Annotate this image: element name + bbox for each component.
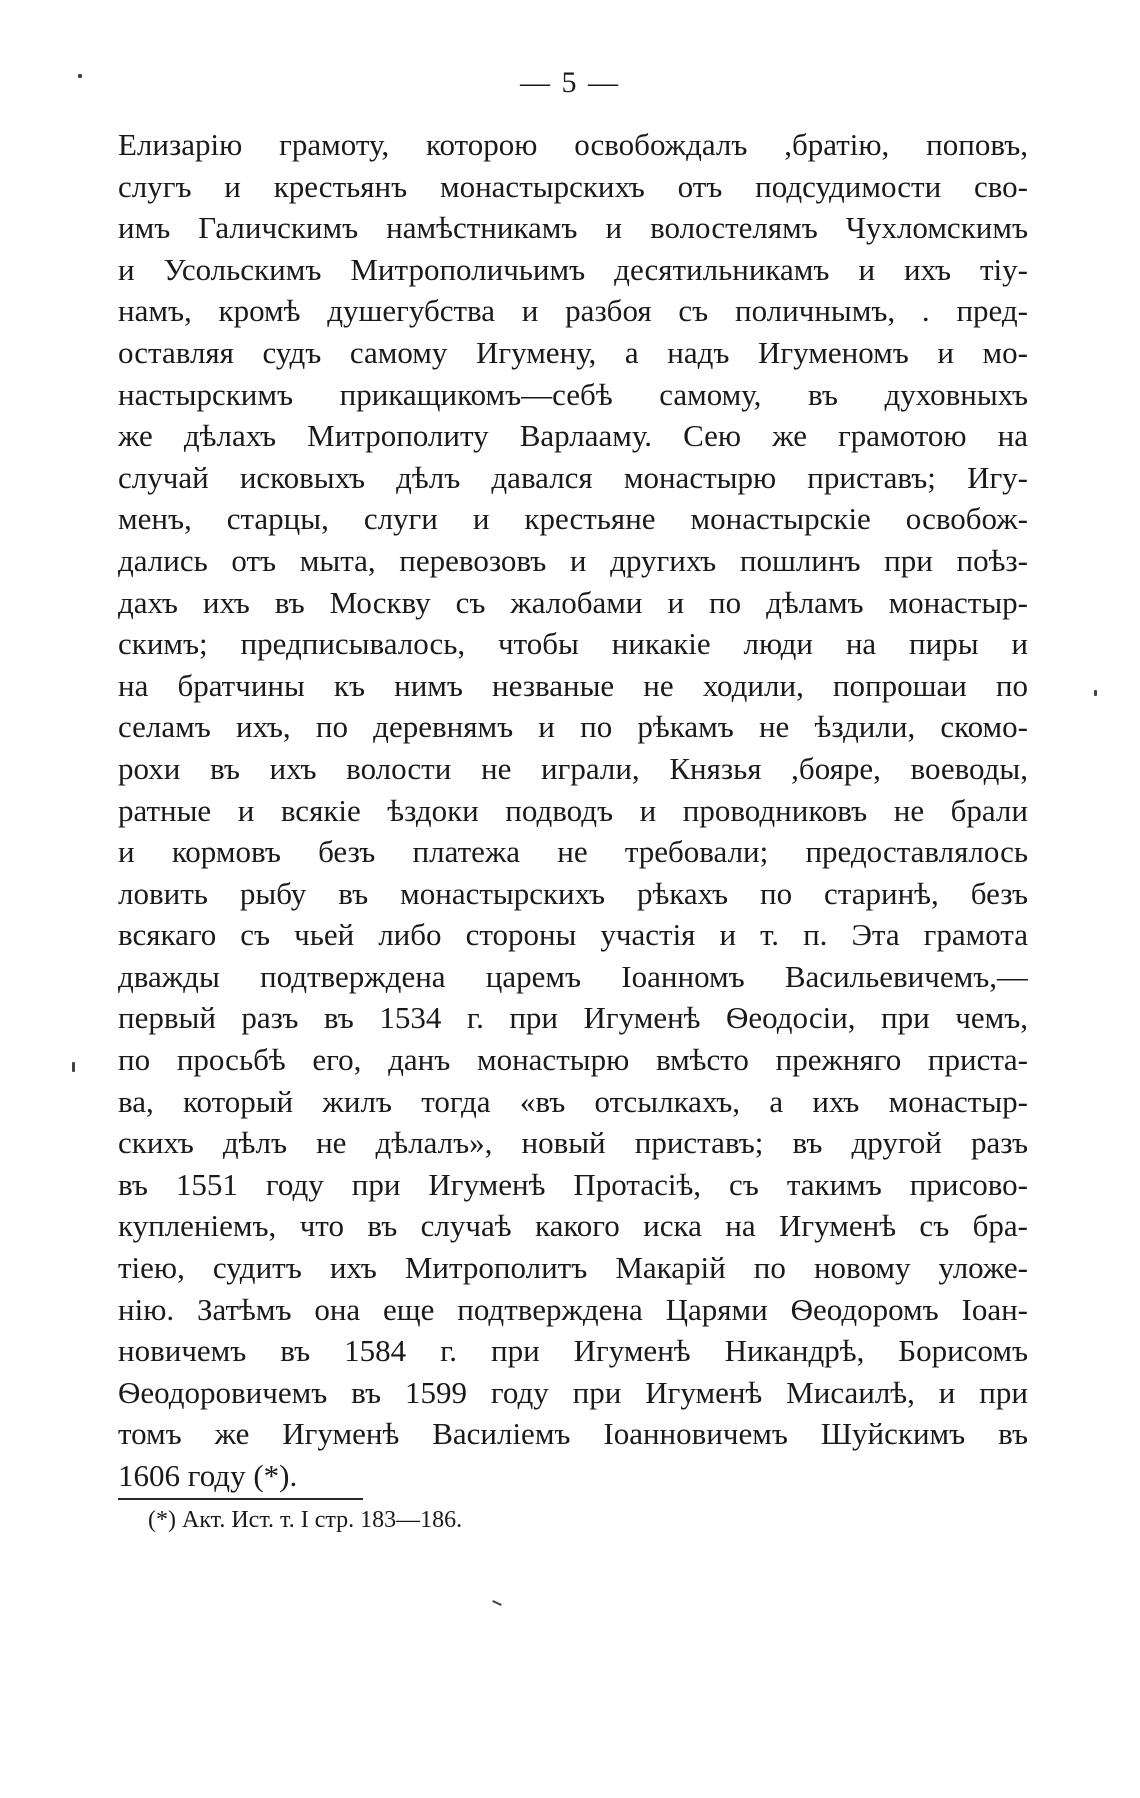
text-line: дахъ ихъ въ Москву съ жалобами и по дѣламъ монастыр- [118, 584, 1028, 620]
text-line: намъ, кромѣ душегубства и разбоя съ поличнымъ, . пред- [118, 293, 1028, 329]
text-line: ловить рыбу въ монастырскихъ рѣкахъ по старинѣ, безъ [118, 875, 1028, 911]
text-line: оставляя судъ самому Игумену, а надъ Игуменомъ и мо- [118, 334, 1028, 370]
page-number: — 5 — [520, 66, 620, 99]
text-line: имъ Галичскимъ намѣстникамъ и волостелямъ Чухломскимъ [118, 210, 1028, 246]
text-line: всякаго съ чьей либо стороны участія и т. п. Эта грамота [118, 917, 1028, 953]
text-line: и кормовъ безъ платежа не требовали; предоставлялось [118, 834, 1028, 870]
text-line: селамъ ихъ, по деревнямъ и по рѣкамъ не ѣздили, скомо- [118, 709, 1028, 745]
text-line: дались отъ мыта, перевозовъ и другихъ пошлинъ при поѣз- [118, 542, 1028, 578]
scan-speck [72, 1062, 75, 1072]
body-text [118, 124, 1028, 1497]
scan-speck [492, 1600, 502, 1606]
footnote-divider [118, 1498, 363, 1500]
text-line: и Усольскимъ Митрополичьимъ десятильникамъ и ихъ тіу- [118, 251, 1028, 287]
text-line: Елизарію грамоту, которою освобождалъ ,братію, поповъ, [118, 127, 1028, 162]
text-line-last: 1606 году (*). [118, 1458, 298, 1493]
text-line: первый разъ въ 1534 г. при Игуменѣ Ѳеодосіи, при чемъ, [118, 1000, 1028, 1036]
text-line: по просьбѣ его, данъ монастырю вмѣсто прежняго пристa- [118, 1042, 1028, 1078]
text-line: купленіемъ, что въ случаѣ какого иска на Игуменѣ съ бра- [118, 1208, 1028, 1244]
text-line: менъ, старцы, слуги и крестьяне монастырскіе освобож- [118, 501, 1028, 537]
text-line: на братчины къ нимъ незваные не ходили, попрошаи по [118, 667, 1028, 703]
text-line: тіею, судитъ ихъ Митрополитъ Макарій по новому уложе- [118, 1250, 1028, 1286]
text-line: скимъ; предписывалось, чтобы никакіе люди на пиры и [118, 626, 1028, 662]
text-line: Ѳеодоровичемъ въ 1599 году при Игуменѣ Мисаилѣ, и при [118, 1374, 1028, 1410]
text-line: новичемъ въ 1584 г. при Игуменѣ Никандрѣ, Борисомъ [118, 1333, 1028, 1369]
text-line: въ 1551 году при Игуменѣ Протасіѣ, съ такимъ присово- [118, 1166, 1028, 1202]
text-line: томъ же Игуменѣ Василіемъ Іоанновичемъ Шуйскимъ въ [118, 1416, 1028, 1452]
text-line: рохи въ ихъ волости не играли, Князья ,бояре, воеводы, [118, 750, 1028, 786]
footnote: (*) Акт. Ист. т. I стр. 183—186. [148, 1507, 463, 1533]
text-line: настырскимъ прикащикомъ—себѣ самому, въ духовныхъ [118, 376, 1028, 412]
scan-speck [1094, 690, 1097, 696]
text-line: случай исковыхъ дѣлъ давался монастырю приставъ; Игу- [118, 459, 1028, 495]
text-line: же дѣлахъ Митрополиту Варлааму. Сею же грамотою на [118, 418, 1028, 454]
text-line: скихъ дѣлъ не дѣлалъ», новый приставъ; въ другой разъ [118, 1125, 1028, 1161]
scan-speck [78, 74, 82, 78]
text-line: слугъ и крестьянъ монастырскихъ отъ подсудимости сво- [118, 168, 1028, 204]
text-line: ва, который жилъ тогда «въ отсылкахъ, а ихъ монастыр- [118, 1083, 1028, 1119]
text-line: ратные и всякіе ѣздоки подводъ и проводниковъ не брали [118, 792, 1028, 828]
text-line: дважды подтверждена царемъ Іоанномъ Васильевичемъ,— [118, 958, 1028, 994]
text-line: нію. Затѣмъ она еще подтверждена Царями Ѳеодоромъ Іоан- [118, 1291, 1028, 1327]
